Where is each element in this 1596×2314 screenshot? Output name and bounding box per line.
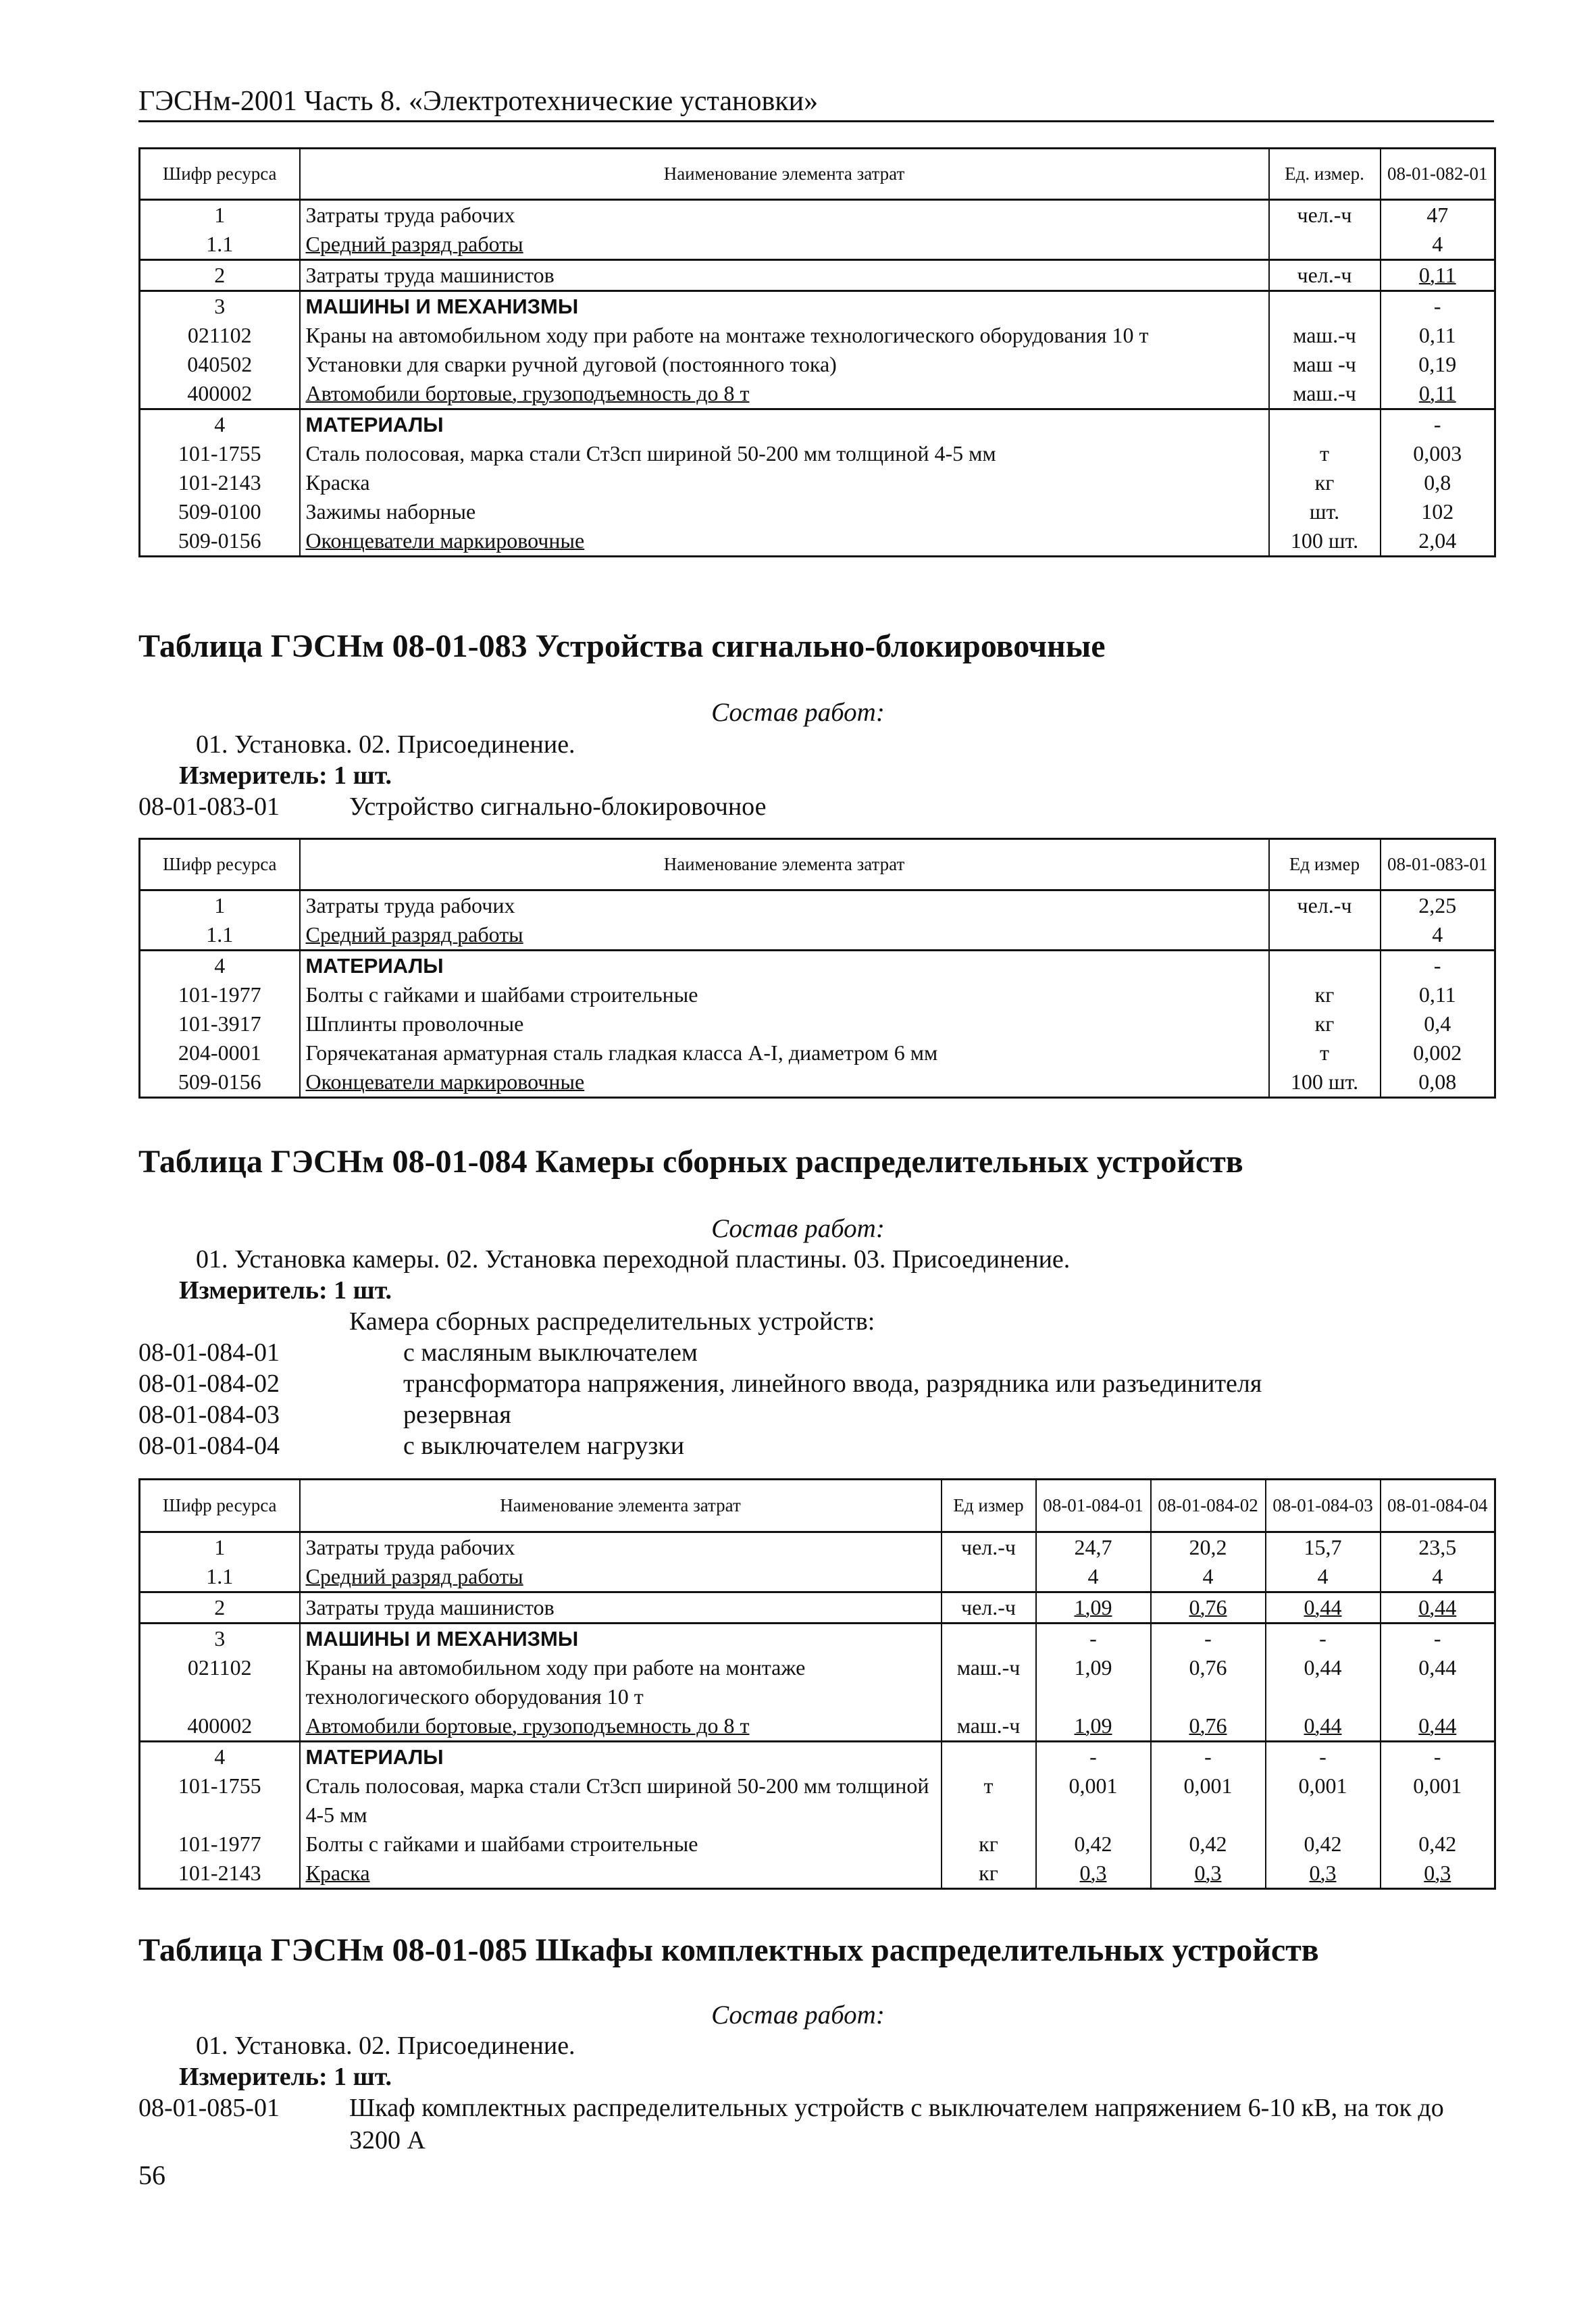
resource-name-cell: Зажимы наборные	[300, 497, 1269, 526]
norm-value-cell: 1,09	[1036, 1592, 1151, 1624]
table-row	[140, 980, 1495, 1009]
norm-value-cell: -	[1381, 409, 1495, 440]
norm-value-cell: 0,42	[1151, 1830, 1266, 1859]
resource-code-cell: 400002	[140, 1711, 300, 1742]
resource-code-cell: 101-2143	[140, 468, 300, 497]
column-header-unit: Ед измер	[942, 1480, 1036, 1532]
table-body-082	[140, 200, 1495, 557]
table-title-083: Таблица ГЭСНм 08-01-083 Устройства сигнально-блокировочные	[138, 628, 1106, 664]
norm-value-cell: 0,11	[1381, 379, 1495, 409]
norm-value-cell: 0,001	[1381, 1771, 1495, 1830]
meter-085	[179, 2061, 392, 2093]
resource-name-cell: Автомобили бортовые, грузоподъемность до 8 т	[300, 379, 1269, 409]
norm-value-cell: 0,11	[1381, 321, 1495, 350]
work-composition-label-085: Состав работ:	[711, 2001, 885, 2030]
resource-code-cell: 1	[140, 1532, 300, 1563]
table-body-084	[140, 1532, 1495, 1889]
norm-value-cell: -	[1381, 1742, 1495, 1772]
norm-value-cell: 2,04	[1381, 526, 1495, 557]
table-body-083	[140, 890, 1495, 1098]
table-row	[140, 1653, 1495, 1711]
unit-cell: кг	[1269, 980, 1381, 1009]
norm-value-cell: 0,001	[1036, 1771, 1151, 1830]
resource-name-cell: Краска	[300, 468, 1269, 497]
norm-value-cell: -	[1266, 1742, 1381, 1772]
unit-cell: маш.-ч	[1269, 379, 1381, 409]
column-header-code: Шифр ресурса	[140, 839, 300, 890]
resource-name-cell: Краны на автомобильном ходу при работе на монтаже технологического оборудования 10 т	[300, 1653, 942, 1711]
norm-value-cell: 102	[1381, 497, 1495, 526]
column-header-norm: 08-01-082-01	[1381, 149, 1495, 200]
norm-value-cell: 24,7	[1036, 1532, 1151, 1563]
table-row	[140, 920, 1495, 951]
norm-value-cell: -	[1381, 951, 1495, 981]
table-row	[140, 1830, 1495, 1859]
unit-cell: кг	[942, 1830, 1036, 1859]
norm-item-desc: трансформатора напряжения, линейного ввода, разрядника или разъединителя	[403, 1369, 1262, 1398]
resource-code-cell: 040502	[140, 350, 300, 379]
resource-code-cell: 101-1977	[140, 980, 300, 1009]
column-header-name: Наименование элемента затрат	[300, 149, 1269, 200]
column-header-norm-1: 08-01-084-01	[1036, 1480, 1151, 1532]
group-label-084: Камера сборных распределительных устройств:	[349, 1307, 875, 1336]
norm-value-cell: 23,5	[1381, 1532, 1495, 1563]
resource-table-083	[138, 838, 1496, 1099]
column-header-norm-4: 08-01-084-04	[1381, 1480, 1495, 1532]
norm-value-cell: 4	[1036, 1562, 1151, 1592]
norm-value-cell: -	[1266, 1624, 1381, 1654]
table-row	[140, 1532, 1495, 1563]
resource-name-cell: Затраты труда машинистов	[300, 260, 1269, 291]
resource-name-cell: Автомобили бортовые, грузоподъемность до 8 т	[300, 1711, 942, 1742]
norm-value-cell: 0,001	[1266, 1771, 1381, 1830]
work-composition-text-085: 01. Установка. 02. Присоединение.	[196, 2032, 575, 2060]
norm-value-cell: 0,42	[1036, 1830, 1151, 1859]
norm-value-cell: 1,09	[1036, 1653, 1151, 1711]
norm-item-desc: с масляным выключателем	[403, 1338, 698, 1367]
norm-value-cell: 4	[1381, 1562, 1495, 1592]
resource-name-cell: МАТЕРИАЛЫ	[300, 951, 1269, 981]
unit-cell: чел.-ч	[942, 1592, 1036, 1624]
norm-value-cell: 0,3	[1381, 1859, 1495, 1889]
unit-cell: чел.-ч	[1269, 200, 1381, 230]
meter-value: 1 шт.	[334, 761, 392, 790]
norm-value-cell: 0,8	[1381, 468, 1495, 497]
norm-value-cell: 0,002	[1381, 1038, 1495, 1067]
resource-name-cell: МАШИНЫ И МЕХАНИЗМЫ	[300, 291, 1269, 322]
table-row	[140, 321, 1495, 350]
norm-value-cell: 0,44	[1381, 1653, 1495, 1711]
unit-cell	[1269, 951, 1381, 981]
norm-value-cell: 0,3	[1151, 1859, 1266, 1889]
unit-cell: кг	[1269, 468, 1381, 497]
resource-name-cell: Шплинты проволочные	[300, 1009, 1269, 1038]
resource-code-cell: 101-1977	[140, 1830, 300, 1859]
norm-value-cell: 0,3	[1266, 1859, 1381, 1889]
table-row	[140, 1009, 1495, 1038]
work-composition-label-083: Состав работ:	[711, 698, 885, 727]
table-row	[140, 350, 1495, 379]
table-row	[140, 291, 1495, 322]
column-header-norm: 08-01-083-01	[1381, 839, 1495, 890]
unit-cell: маш.-ч	[1269, 321, 1381, 350]
table-row	[140, 1592, 1495, 1624]
norm-item-desc: с выключателем нагрузки	[403, 1432, 685, 1460]
resource-name-cell: МАТЕРИАЛЫ	[300, 1742, 942, 1772]
norm-value-cell: 4	[1266, 1562, 1381, 1592]
resource-code-cell: 1	[140, 890, 300, 921]
norm-value-cell: 0,44	[1266, 1711, 1381, 1742]
unit-cell: чел.-ч	[1269, 260, 1381, 291]
unit-cell: кг	[1269, 1009, 1381, 1038]
table-row	[140, 200, 1495, 230]
meter-label: Измеритель:	[179, 761, 328, 790]
unit-cell: т	[1269, 439, 1381, 468]
resource-name-cell: Сталь полосовая, марка стали Ст3сп шириной 50-200 мм толщиной 4-5 мм	[300, 1771, 942, 1830]
norm-value-cell: 0,44	[1266, 1653, 1381, 1711]
unit-cell: 100 шт.	[1269, 526, 1381, 557]
resource-code-cell: 101-1755	[140, 1771, 300, 1830]
norm-value-cell: -	[1151, 1624, 1266, 1654]
unit-cell: маш -ч	[1269, 350, 1381, 379]
unit-cell: шт.	[1269, 497, 1381, 526]
work-composition-label-084: Состав работ:	[711, 1214, 885, 1243]
table-row	[140, 1711, 1495, 1742]
norm-value-cell: 1,09	[1036, 1711, 1151, 1742]
column-header-code: Шифр ресурса	[140, 1480, 300, 1532]
table-row	[140, 951, 1495, 981]
norm-item-code: 08-01-084-04	[138, 1432, 280, 1460]
resource-code-cell: 509-0100	[140, 497, 300, 526]
resource-name-cell: Болты с гайками и шайбами строительные	[300, 1830, 942, 1859]
column-header-name: Наименование элемента затрат	[300, 1480, 942, 1532]
meter-label: Измеритель:	[179, 2063, 328, 2091]
table-row	[140, 230, 1495, 260]
table-row	[140, 497, 1495, 526]
resource-code-cell: 4	[140, 409, 300, 440]
resource-code-cell: 3	[140, 291, 300, 322]
norm-value-cell: 0,42	[1381, 1830, 1495, 1859]
norm-value-cell: -	[1381, 1624, 1495, 1654]
unit-cell: маш.-ч	[942, 1653, 1036, 1711]
resource-name-cell: Горячекатаная арматурная сталь гладкая класса А-I, диаметром 6 мм	[300, 1038, 1269, 1067]
unit-cell: кг	[942, 1859, 1036, 1889]
resource-code-cell: 3	[140, 1624, 300, 1654]
norm-value-cell: 0,44	[1381, 1711, 1495, 1742]
table-row	[140, 1038, 1495, 1067]
norm-value-cell: 4	[1381, 920, 1495, 951]
resource-name-cell: Затраты труда машинистов	[300, 1592, 942, 1624]
norm-value-cell: -	[1151, 1742, 1266, 1772]
resource-code-cell: 204-0001	[140, 1038, 300, 1067]
resource-name-cell: Болты с гайками и шайбами строительные	[300, 980, 1269, 1009]
norm-value-cell: 0,76	[1151, 1592, 1266, 1624]
resource-code-cell: 101-2143	[140, 1859, 300, 1889]
column-header-unit: Ед. измер.	[1269, 149, 1381, 200]
norm-value-cell: 0,76	[1151, 1653, 1266, 1711]
table-row	[140, 1067, 1495, 1098]
norm-value-cell: -	[1036, 1624, 1151, 1654]
resource-code-cell: 509-0156	[140, 526, 300, 557]
unit-cell: маш.-ч	[942, 1711, 1036, 1742]
header-rule	[138, 120, 1494, 122]
resource-name-cell: Средний разряд работы	[300, 230, 1269, 260]
meter-083	[179, 759, 392, 792]
norm-value-cell: 0,19	[1381, 350, 1495, 379]
norm-value-cell: 0,76	[1151, 1711, 1266, 1742]
norm-item-code: 08-01-084-03	[138, 1401, 280, 1429]
norm-value-cell: 20,2	[1151, 1532, 1266, 1563]
resource-name-cell: МАТЕРИАЛЫ	[300, 409, 1269, 440]
resource-code-cell: 1.1	[140, 1562, 300, 1592]
resource-table-084	[138, 1478, 1496, 1890]
resource-name-cell: Затраты труда рабочих	[300, 1532, 942, 1563]
table-row	[140, 1624, 1495, 1654]
unit-cell: чел.-ч	[1269, 890, 1381, 921]
running-header: ГЭСНм-2001 Часть 8. «Электротехнические установки»	[138, 86, 819, 117]
resource-name-cell: Оконцеватели маркировочные	[300, 1067, 1269, 1098]
resource-name-cell: Затраты труда рабочих	[300, 890, 1269, 921]
resource-code-cell: 4	[140, 951, 300, 981]
norm-value-cell: 4	[1151, 1562, 1266, 1592]
table-row	[140, 468, 1495, 497]
norm-item-085-01	[138, 2092, 1496, 2159]
resource-code-cell: 021102	[140, 1653, 300, 1711]
resource-name-cell: Краны на автомобильном ходу при работе на монтаже технологического оборудования 10 т	[300, 321, 1269, 350]
unit-cell	[1269, 920, 1381, 951]
resource-name-cell: Затраты труда рабочих	[300, 200, 1269, 230]
norm-value-cell: 0,44	[1266, 1592, 1381, 1624]
work-composition-text-083: 01. Установка. 02. Присоединение.	[196, 730, 575, 759]
column-header-name: Наименование элемента затрат	[300, 839, 1269, 890]
norm-value-cell: -	[1036, 1742, 1151, 1772]
table-header-row	[140, 149, 1495, 200]
resource-code-cell: 1	[140, 200, 300, 230]
norm-value-cell: 15,7	[1266, 1532, 1381, 1563]
work-composition-text-084: 01. Установка камеры. 02. Установка переходной пластины. 03. Присоединение.	[196, 1245, 1071, 1274]
resource-name-cell: Краска	[300, 1859, 942, 1889]
unit-cell: чел.-ч	[942, 1532, 1036, 1563]
norm-item-desc: Шкаф комплектных распределительных устройств с выключателем напряжением 6-10 кВ, на ток до 3200 А	[349, 2094, 1444, 2155]
unit-cell	[942, 1562, 1036, 1592]
norm-item-code: 08-01-085-01	[138, 2094, 280, 2122]
unit-cell: т	[1269, 1038, 1381, 1067]
norm-item-desc: резервная	[403, 1401, 511, 1429]
resource-code-cell: 2	[140, 1592, 300, 1624]
page-number: 56	[138, 2160, 165, 2190]
norm-value-cell: 4	[1381, 230, 1495, 260]
norm-value-cell: 0,42	[1266, 1830, 1381, 1859]
norm-value-cell: 0,08	[1381, 1067, 1495, 1098]
norm-value-cell: 0,3	[1036, 1859, 1151, 1889]
column-header-unit: Ед измер	[1269, 839, 1381, 890]
unit-cell	[942, 1624, 1036, 1654]
unit-cell	[1269, 291, 1381, 322]
resource-code-cell: 101-1755	[140, 439, 300, 468]
norm-value-cell: 0,001	[1151, 1771, 1266, 1830]
column-header-norm-2: 08-01-084-02	[1151, 1480, 1266, 1532]
resource-code-cell: 509-0156	[140, 1067, 300, 1098]
meter-084	[179, 1274, 392, 1307]
norm-value-cell: 0,44	[1381, 1592, 1495, 1624]
unit-cell	[942, 1742, 1036, 1772]
resource-name-cell: Оконцеватели маркировочные	[300, 526, 1269, 557]
resource-code-cell: 400002	[140, 379, 300, 409]
table-row	[140, 890, 1495, 921]
meter-value: 1 шт.	[334, 2063, 392, 2091]
norm-value-cell: 0,4	[1381, 1009, 1495, 1038]
column-header-code: Шифр ресурса	[140, 149, 300, 200]
norm-item-code: 08-01-084-02	[138, 1369, 280, 1398]
resource-name-cell: Сталь полосовая, марка стали Ст3сп шириной 50-200 мм толщиной 4-5 мм	[300, 439, 1269, 468]
norm-value-cell: -	[1381, 291, 1495, 322]
resource-name-cell: Средний разряд работы	[300, 1562, 942, 1592]
column-header-norm-3: 08-01-084-03	[1266, 1480, 1381, 1532]
table-row	[140, 1859, 1495, 1889]
norm-item-code: 08-01-084-01	[138, 1338, 280, 1367]
table-row	[140, 1742, 1495, 1772]
resource-code-cell: 2	[140, 260, 300, 291]
resource-code-cell: 101-3917	[140, 1009, 300, 1038]
resource-name-cell: Установки для сварки ручной дуговой (постоянного тока)	[300, 350, 1269, 379]
table-header-row	[140, 839, 1495, 890]
norm-value-cell: 0,11	[1381, 260, 1495, 291]
table-row	[140, 1562, 1495, 1592]
resource-table-082	[138, 147, 1496, 557]
table-row	[140, 1771, 1495, 1830]
table-row	[140, 439, 1495, 468]
norm-value-cell: 0,11	[1381, 980, 1495, 1009]
resource-code-cell: 1.1	[140, 230, 300, 260]
norm-value-cell: 0,003	[1381, 439, 1495, 468]
table-row	[140, 379, 1495, 409]
table-title-085: Таблица ГЭСНм 08-01-085 Шкафы комплектных распределительных устройств	[138, 1932, 1319, 1968]
meter-label: Измеритель:	[179, 1276, 328, 1305]
unit-cell	[1269, 230, 1381, 260]
resource-name-cell: Средний разряд работы	[300, 920, 1269, 951]
unit-cell: 100 шт.	[1269, 1067, 1381, 1098]
unit-cell	[1269, 409, 1381, 440]
unit-cell: т	[942, 1771, 1036, 1830]
table-row	[140, 409, 1495, 440]
norm-item-desc: Устройство сигнально-блокировочное	[349, 793, 767, 821]
table-row	[140, 260, 1495, 291]
norm-value-cell: 2,25	[1381, 890, 1495, 921]
norm-value-cell: 47	[1381, 200, 1495, 230]
resource-code-cell: 021102	[140, 321, 300, 350]
norm-item-code: 08-01-083-01	[138, 793, 280, 821]
table-header-row	[140, 1480, 1495, 1532]
resource-code-cell: 1.1	[140, 920, 300, 951]
meter-value: 1 шт.	[334, 1276, 392, 1305]
table-title-084: Таблица ГЭСНм 08-01-084 Камеры сборных распределительных устройств	[138, 1144, 1243, 1180]
resource-code-cell: 4	[140, 1742, 300, 1772]
resource-name-cell: МАШИНЫ И МЕХАНИЗМЫ	[300, 1624, 942, 1654]
table-row	[140, 526, 1495, 557]
